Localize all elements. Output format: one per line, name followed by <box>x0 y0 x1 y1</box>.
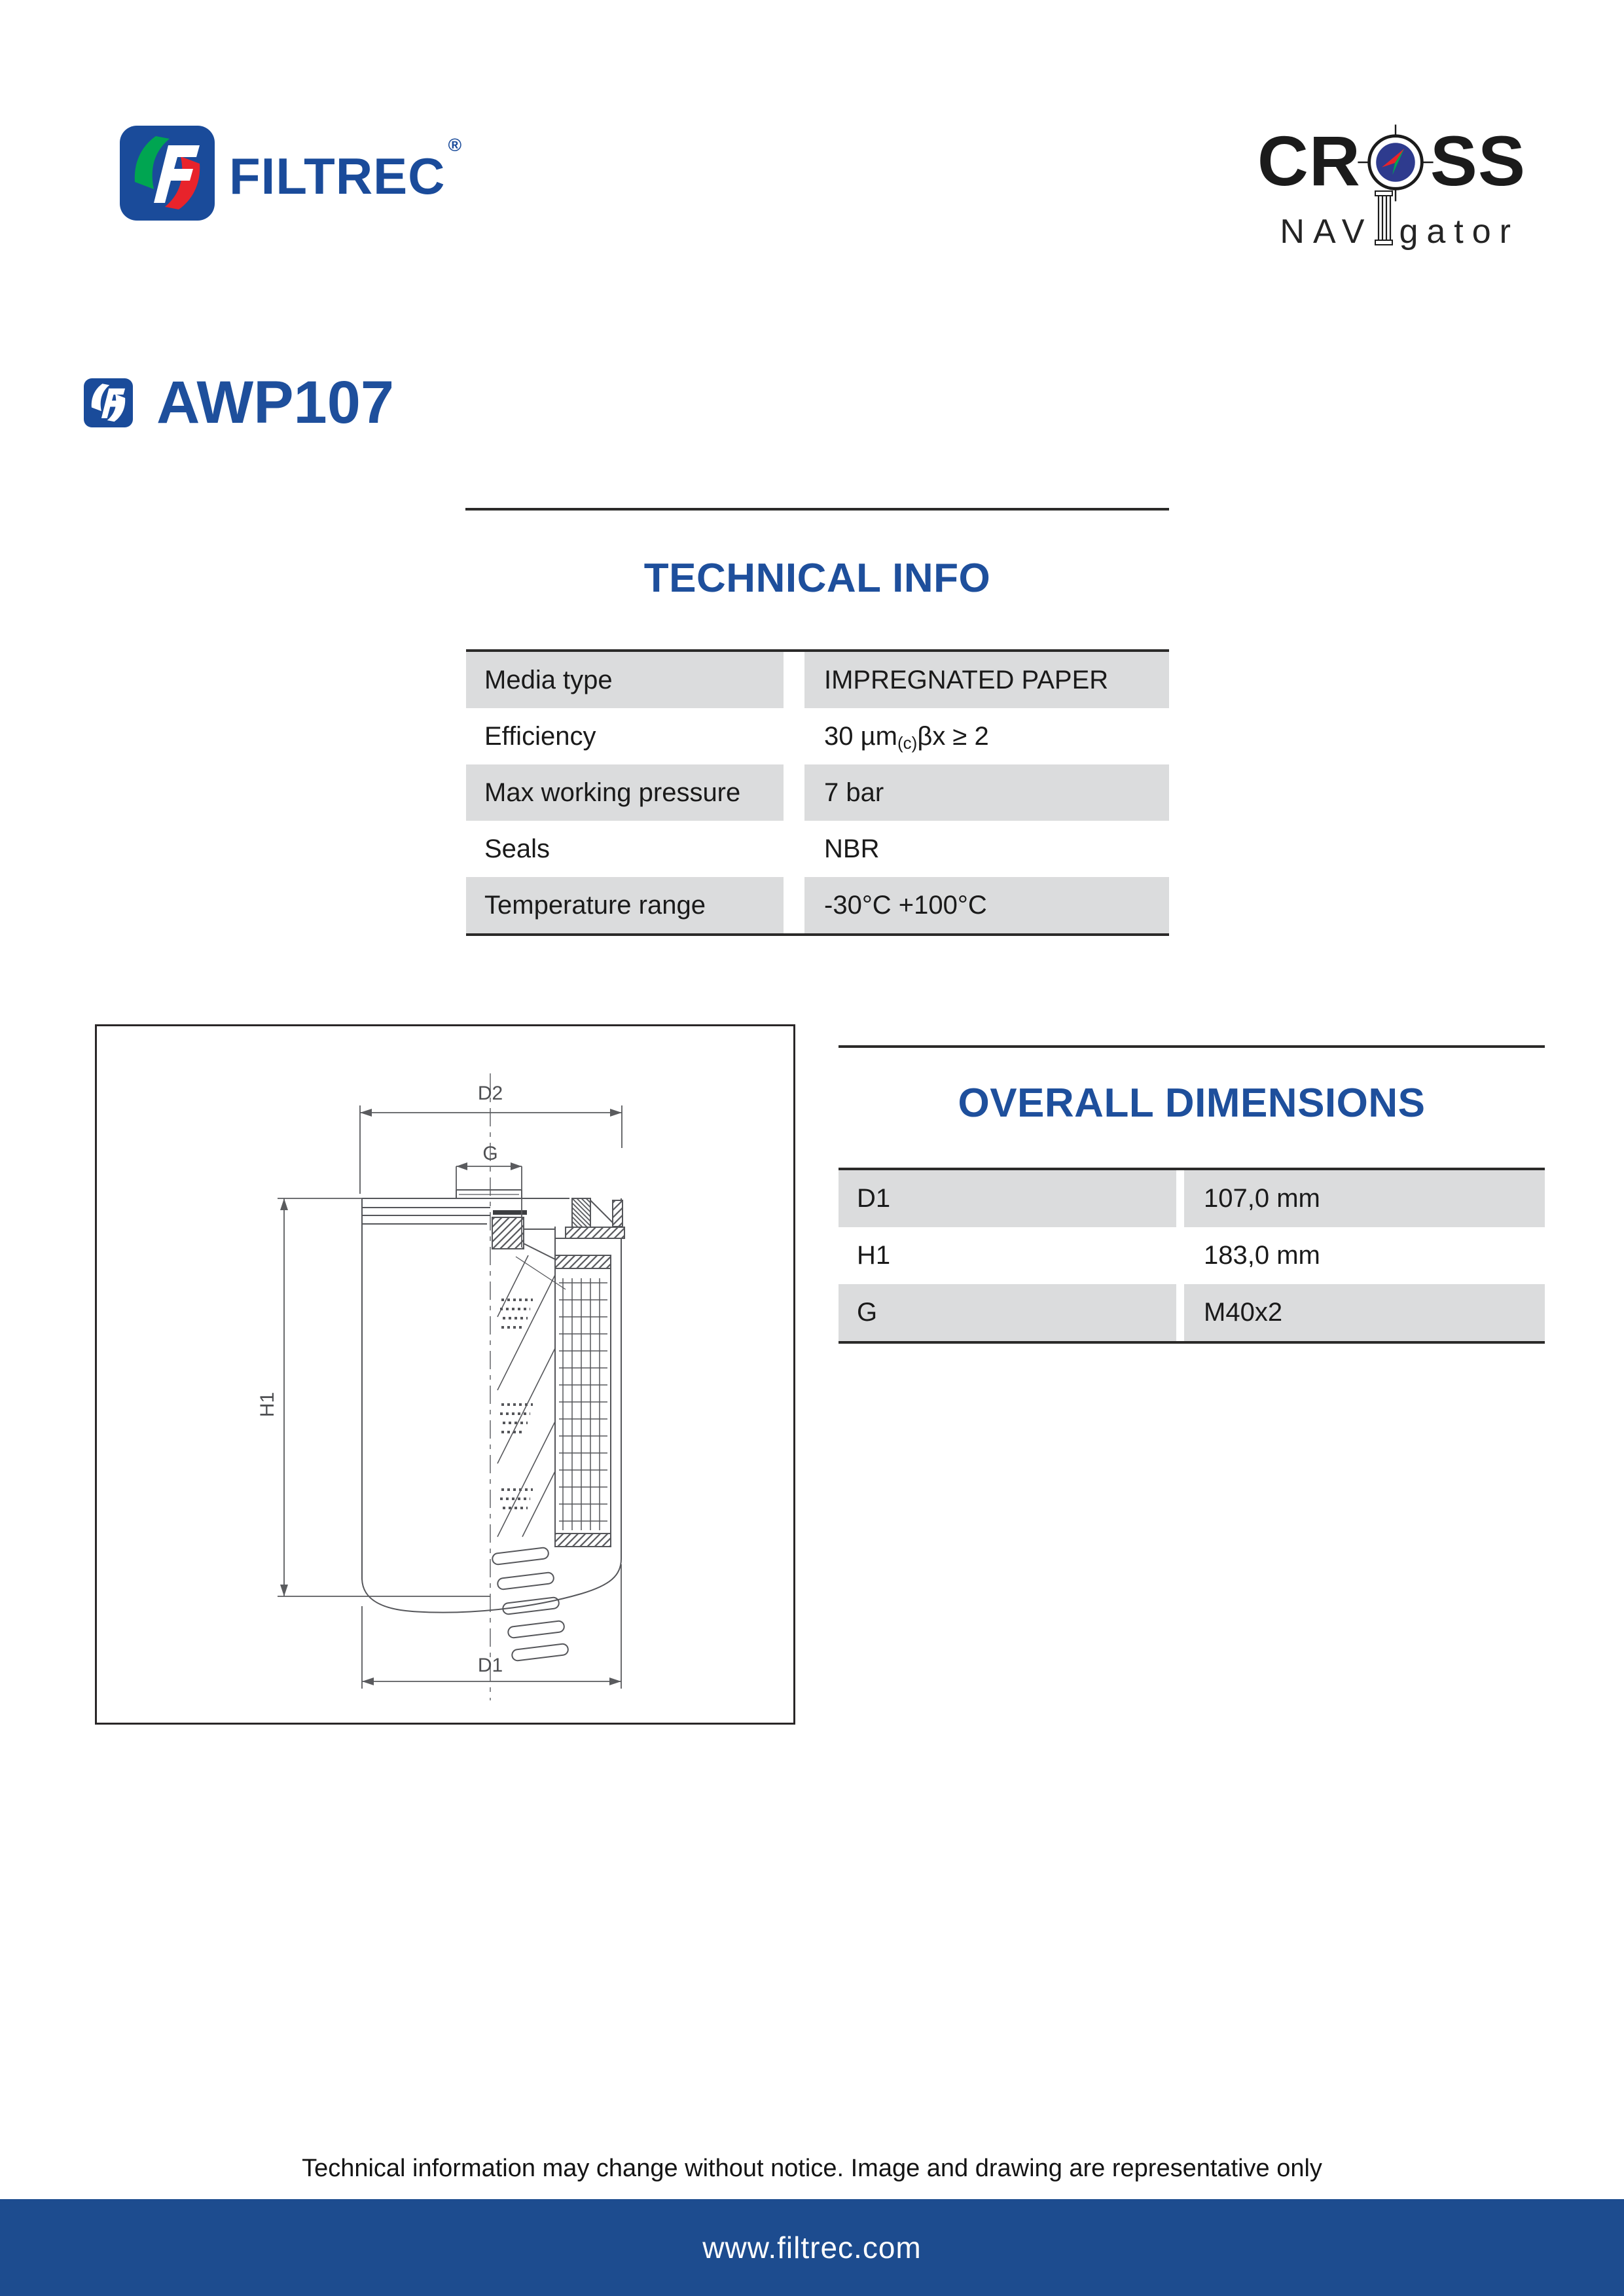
technical-info-table <box>466 649 1169 936</box>
dimension-label: D1 <box>839 1170 1176 1227</box>
spec-label: Seals <box>484 834 550 863</box>
page-title: AWP107 <box>156 369 395 436</box>
dimension-label-d2: D2 <box>477 1083 503 1104</box>
overall-dimensions-rule <box>839 1045 1545 1048</box>
spec-value: -30°C +100°C <box>804 877 1169 933</box>
nav-text: NAV <box>1280 212 1373 251</box>
column-gap <box>784 764 804 821</box>
footer-bar <box>0 2199 1624 2296</box>
disclaimer-text: Technical information may change without notice. Image and drawing are representative only <box>302 2155 1322 2182</box>
gator-text: gator <box>1399 212 1519 251</box>
dimension-label: H1 <box>857 1241 891 1270</box>
dimension-value: 183,0 mm <box>1204 1241 1320 1270</box>
cross-logo-top-row <box>1257 121 1526 200</box>
column-icon <box>1374 188 1394 256</box>
technical-info-heading: TECHNICAL INFO <box>643 556 991 601</box>
filtrec-logo <box>120 122 463 224</box>
dimension-label-d1: D1 <box>477 1655 503 1676</box>
table-row <box>839 1170 1545 1227</box>
spec-value: IMPREGNATED PAPER <box>804 652 1169 708</box>
dimension-value: 107,0 mm <box>1184 1170 1545 1227</box>
cross-logo-bottom-row <box>1257 198 1526 265</box>
cross-navigator-logo <box>1257 121 1526 265</box>
table-row <box>466 708 1169 764</box>
dimension-label-h1: H1 <box>257 1391 278 1418</box>
dimension-value: M40x2 <box>1184 1284 1545 1341</box>
spec-value: 30 µm $_{(c)}$ βx ≥ 2 <box>824 721 989 753</box>
table-row <box>466 764 1169 821</box>
spec-label: Temperature range <box>466 877 784 933</box>
cross-text-left: CR <box>1257 121 1361 200</box>
website-link[interactable]: www.filtrec.com <box>702 2231 922 2265</box>
compass-icon <box>1364 131 1427 194</box>
column-gap <box>1176 1284 1184 1341</box>
column-gap <box>784 708 804 764</box>
column-gap <box>1176 1227 1184 1284</box>
technical-drawing <box>95 1024 795 1725</box>
column-gap <box>784 877 804 933</box>
filter-cross-section-drawing <box>97 1026 793 1723</box>
dimension-label-g: G <box>482 1143 498 1164</box>
product-series-icon <box>84 378 133 427</box>
overall-dimensions-table <box>839 1168 1545 1344</box>
filtrec-wordmark: FILTREC® <box>229 135 463 205</box>
spec-value: 7 bar <box>804 764 1169 821</box>
registered-mark: ® <box>448 135 463 155</box>
spec-label: Media type <box>466 652 784 708</box>
column-gap <box>784 652 804 708</box>
table-row <box>839 1227 1545 1284</box>
dimension-label: G <box>839 1284 1176 1341</box>
table-row <box>466 877 1169 933</box>
table-row <box>839 1284 1545 1341</box>
spec-label: Efficiency <box>484 721 596 751</box>
product-title-block <box>84 369 395 436</box>
table-row <box>466 652 1169 708</box>
technical-info-rule <box>465 508 1169 511</box>
spec-value: NBR <box>824 834 880 863</box>
cross-text-right: SS <box>1430 121 1526 200</box>
column-gap <box>1176 1170 1184 1227</box>
table-row <box>466 821 1169 877</box>
column-gap <box>784 821 804 877</box>
overall-dimensions-heading: OVERALL DIMENSIONS <box>958 1081 1426 1126</box>
filtrec-logo-icon <box>120 126 215 221</box>
spec-label: Max working pressure <box>466 764 784 821</box>
